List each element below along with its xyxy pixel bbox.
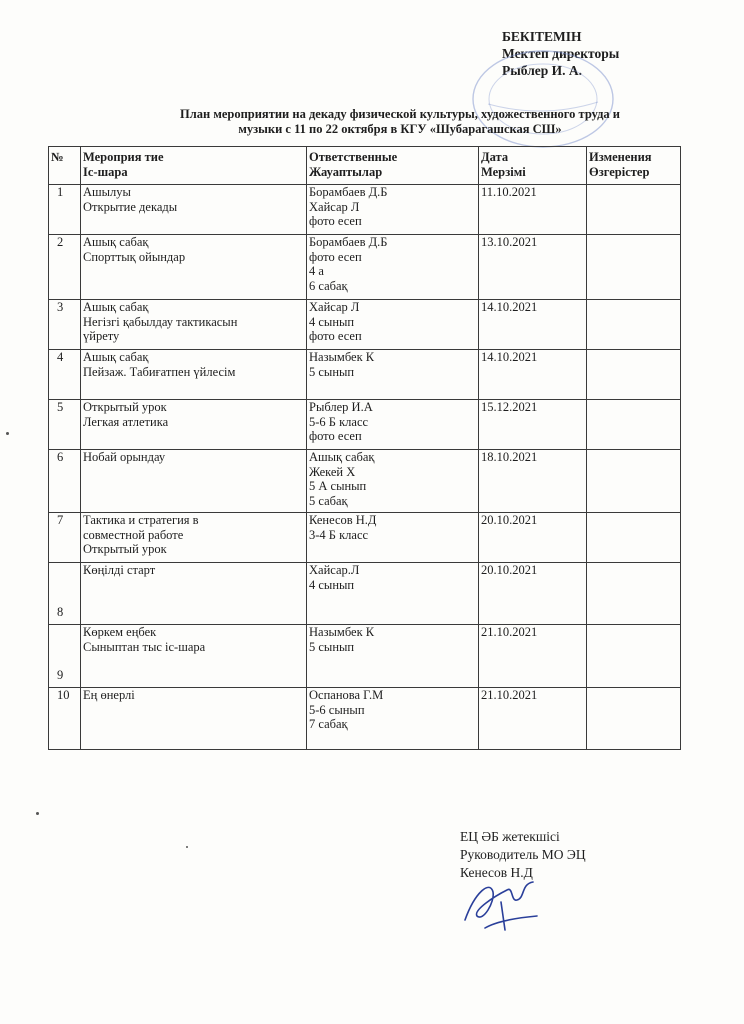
event-cell-line: Негізгі қабылдау тактикасын	[83, 314, 238, 329]
responsible-cell-line: 5 сынып	[309, 364, 355, 379]
event-cell	[81, 563, 307, 625]
date-cell: 14.10.2021	[479, 300, 587, 350]
responsible-cell-line: Оспанова Г.М	[309, 688, 384, 702]
title-line-1: План мероприятии на декаду физической культуры, художественного труда и	[180, 107, 620, 121]
table-row	[49, 450, 681, 513]
approval-name: Рыблер И. А.	[502, 63, 583, 78]
event-cell	[81, 185, 307, 235]
responsible-cell	[307, 185, 479, 235]
changes-cell	[587, 688, 681, 750]
event-cell-line: Нобай орындау	[83, 450, 166, 464]
event-cell	[81, 400, 307, 450]
responsible-cell	[307, 400, 479, 450]
changes-cell	[587, 513, 681, 563]
event-cell	[81, 350, 307, 400]
responsible-cell	[307, 563, 479, 625]
responsible-cell-line: 5-6 Б класс	[309, 414, 369, 429]
event-cell-line: Ашық сабақ	[83, 300, 149, 314]
event-cell-line: Легкая атлетика	[83, 414, 169, 429]
responsible-cell	[307, 513, 479, 563]
date-cell: 20.10.2021	[479, 563, 587, 625]
header-changes: Изменения Өзгерістер	[587, 147, 681, 185]
responsible-cell-line: фото есеп	[309, 249, 362, 264]
scan-speck	[186, 846, 188, 848]
responsible-cell-line: фото есеп	[309, 429, 362, 443]
event-cell-line: Ашық сабақ	[83, 235, 149, 249]
row-number: 3	[49, 300, 81, 350]
title-line-2: музыки с 11 по 22 октября в КГУ «Шубарагашская СШ»	[238, 122, 562, 136]
scan-speck	[36, 812, 39, 815]
approval-heading: БЕКІТЕМІН	[502, 29, 582, 44]
event-cell-line: үйрету	[83, 329, 120, 343]
changes-cell	[587, 185, 681, 235]
event-cell-line: Ашық сабақ	[83, 350, 149, 364]
event-cell-line: Ең өнерлі	[83, 688, 135, 702]
date-cell: 20.10.2021	[479, 513, 587, 563]
event-cell-line: Ашылуы	[83, 185, 131, 199]
date-cell: 21.10.2021	[479, 625, 587, 688]
event-cell-line: Открытие декады	[83, 199, 178, 214]
row-number: 7	[49, 513, 81, 563]
row-number: 8	[49, 563, 81, 625]
row-number: 9	[49, 625, 81, 688]
event-cell	[81, 688, 307, 750]
changes-cell	[587, 400, 681, 450]
event-cell-line: совместной работе	[83, 527, 184, 542]
changes-cell	[587, 563, 681, 625]
changes-cell	[587, 235, 681, 300]
responsible-cell	[307, 300, 479, 350]
row-number: 1	[49, 185, 81, 235]
responsible-cell-line: Борамбаев Д.Б	[309, 235, 388, 249]
table-row	[49, 513, 681, 563]
signature-icon	[455, 872, 545, 934]
signoff-name: Кенесов Н.Д	[460, 865, 533, 880]
event-cell	[81, 625, 307, 688]
row-number: 5	[49, 400, 81, 450]
responsible-cell-line: Кенесов Н.Д	[309, 513, 377, 527]
document-title	[120, 107, 680, 137]
changes-cell	[587, 450, 681, 513]
event-cell-line: Открытый урок	[83, 400, 167, 414]
responsible-cell-line: 5 сынып	[309, 639, 355, 654]
table-row	[49, 235, 681, 300]
date-cell: 15.12.2021	[479, 400, 587, 450]
event-cell	[81, 513, 307, 563]
changes-cell	[587, 350, 681, 400]
responsible-cell-line: 5 сабақ	[309, 493, 348, 508]
responsible-cell	[307, 350, 479, 400]
date-cell: 11.10.2021	[479, 185, 587, 235]
date-cell: 18.10.2021	[479, 450, 587, 513]
responsible-cell-line: 7 сабақ	[309, 717, 348, 731]
signoff-role-ru: Руководитель МО ЭЦ	[460, 847, 586, 862]
responsible-cell-line: Хайсар Л	[309, 300, 360, 314]
responsible-cell-line: 4 сынып	[309, 577, 355, 592]
responsible-cell-line: 4 а	[309, 264, 324, 278]
row-number: 6	[49, 450, 81, 513]
responsible-cell-line: Хайсар Л	[309, 199, 360, 214]
responsible-cell-line: Хайсар.Л	[309, 563, 360, 577]
responsible-cell-line: 5 А сынып	[309, 479, 367, 493]
event-cell-line: Тактика и стратегия в	[83, 513, 199, 527]
table-row	[49, 625, 681, 688]
responsible-cell	[307, 625, 479, 688]
row-number: 10	[49, 688, 81, 750]
responsible-cell-line: 6 сабақ	[309, 278, 348, 293]
date-cell: 21.10.2021	[479, 688, 587, 750]
scan-speck	[6, 432, 9, 435]
table-row	[49, 300, 681, 350]
header-date: Дата Мерзімі	[479, 147, 587, 185]
responsible-cell-line: Ашық сабақ	[309, 450, 375, 464]
responsible-cell-line: фото есеп	[309, 214, 362, 228]
header-responsible: Ответственные Жауаптылар	[307, 147, 479, 185]
responsible-cell	[307, 235, 479, 300]
signoff-role-kz: ЕЦ ӘБ жетекшісі	[460, 829, 560, 844]
header-event: Мероприя тие Іс-шара	[81, 147, 307, 185]
responsible-cell-line: фото есеп	[309, 329, 362, 343]
event-cell	[81, 450, 307, 513]
responsible-cell-line: 4 сынып	[309, 314, 355, 329]
event-cell-line: Көркем еңбек	[83, 625, 157, 639]
event-cell-line: Пейзаж. Табиғатпен үйлесім	[83, 364, 236, 379]
responsible-cell-line: Рыблер И.А	[309, 400, 373, 414]
date-cell: 13.10.2021	[479, 235, 587, 300]
approval-position: Мектеп директоры	[502, 46, 620, 61]
row-number: 4	[49, 350, 81, 400]
event-cell	[81, 235, 307, 300]
responsible-cell-line: Борамбаев Д.Б	[309, 185, 388, 199]
event-cell	[81, 300, 307, 350]
table-row	[49, 185, 681, 235]
table-row	[49, 350, 681, 400]
event-cell-line: Открытый урок	[83, 542, 167, 556]
approval-block	[502, 28, 619, 79]
table-row	[49, 688, 681, 750]
changes-cell	[587, 300, 681, 350]
table-row	[49, 563, 681, 625]
responsible-cell-line: Назымбек К	[309, 350, 375, 364]
row-number: 2	[49, 235, 81, 300]
table-body	[49, 185, 681, 750]
header-number: №	[49, 147, 81, 185]
responsible-cell-line: Назымбек К	[309, 625, 375, 639]
responsible-cell-line: Жекей Х	[309, 464, 356, 479]
event-cell-line: Көңілді старт	[83, 563, 156, 577]
responsible-cell	[307, 450, 479, 513]
event-cell-line: Сыныптан тыс іс-шара	[83, 639, 206, 654]
date-cell: 14.10.2021	[479, 350, 587, 400]
event-cell-line: Спорттық ойындар	[83, 249, 186, 264]
changes-cell	[587, 625, 681, 688]
events-table	[48, 146, 681, 750]
responsible-cell-line: 5-6 сынып	[309, 702, 365, 717]
responsible-cell-line: 3-4 Б класс	[309, 527, 369, 542]
table-header-row	[49, 147, 681, 185]
responsible-cell	[307, 688, 479, 750]
table-row	[49, 400, 681, 450]
